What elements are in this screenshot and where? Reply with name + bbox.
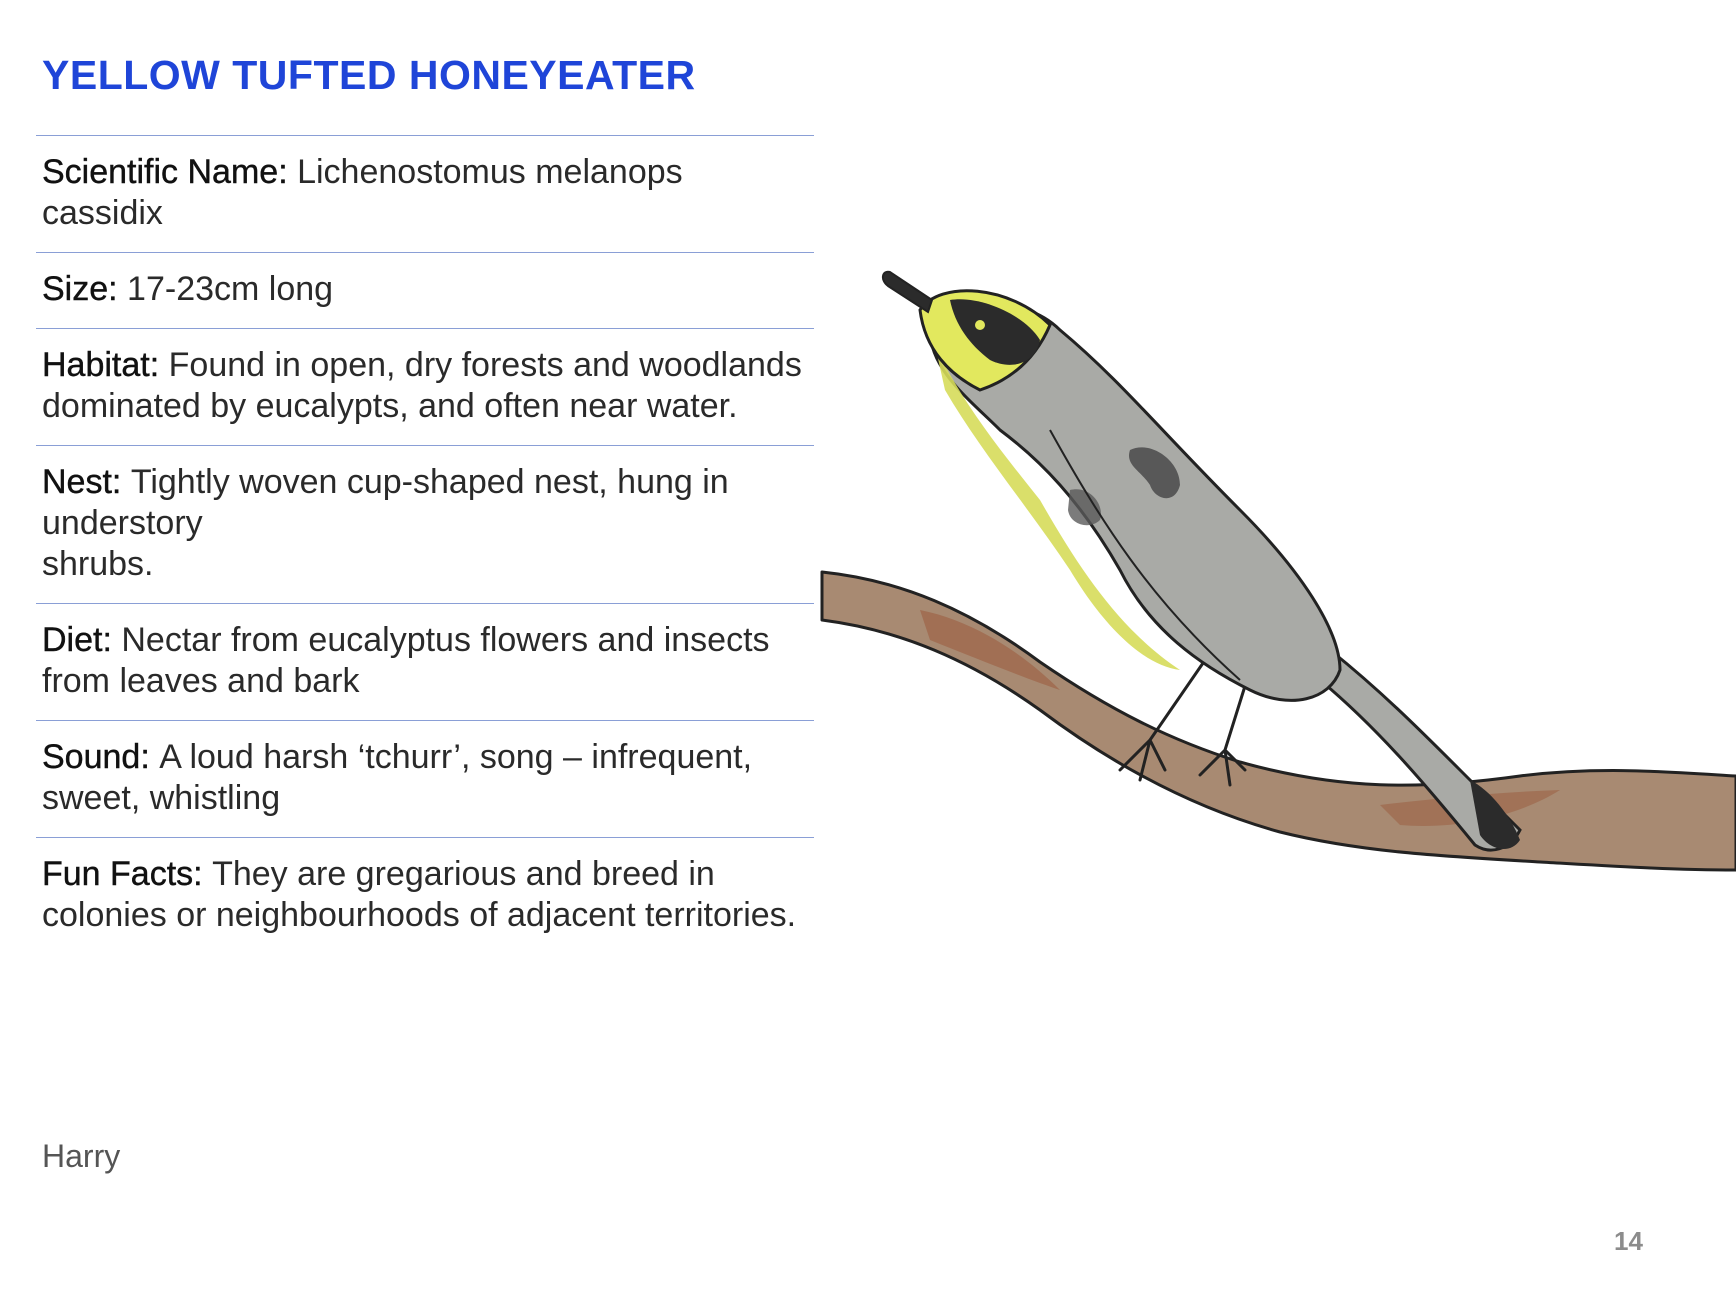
author-name: Harry xyxy=(42,1138,121,1174)
fact-label: Nest: xyxy=(42,463,122,501)
fact-value: Tightly woven cup-shaped nest, hung in understory shrubs. xyxy=(42,463,729,583)
fact-diet xyxy=(36,603,814,720)
fact-value: Nectar from eucalyptus flowers and insects from leaves and bark xyxy=(42,621,770,700)
page-number: 14 xyxy=(1614,1226,1643,1256)
fact-value: Lichenostomus melanops cassidix xyxy=(42,153,683,232)
fact-nest xyxy=(36,445,814,603)
fact-size xyxy=(36,252,814,328)
fact-scientific-name xyxy=(36,135,814,252)
bird-illustration xyxy=(820,270,1736,1010)
fact-value: A loud harsh ‘tchurr’, song – infrequent, sweet, whistling xyxy=(42,738,753,817)
fact-label: Sound: xyxy=(42,738,150,776)
fact-habitat xyxy=(36,328,814,445)
fact-fun-facts xyxy=(36,837,814,954)
fact-label: Habitat: xyxy=(42,346,160,384)
fact-sound xyxy=(36,720,814,837)
fact-value: They are gregarious and breed in colonies or neighbourhoods of adjacent territories. xyxy=(42,855,797,934)
bird-beak xyxy=(883,272,932,312)
fact-value: 17-23cm long xyxy=(127,270,334,308)
fact-label: Fun Facts: xyxy=(42,855,203,893)
fact-label: Diet: xyxy=(42,621,112,659)
bird-eye xyxy=(975,320,985,330)
page-title: YELLOW TUFTED HONEYEATER xyxy=(42,52,696,98)
fact-value: Found in open, dry forests and woodlands dominated by eucalypts, and often near water. xyxy=(42,346,802,425)
fact-list xyxy=(36,135,814,954)
fact-label: Scientific Name: xyxy=(42,153,288,191)
fact-label: Size: xyxy=(42,270,118,308)
